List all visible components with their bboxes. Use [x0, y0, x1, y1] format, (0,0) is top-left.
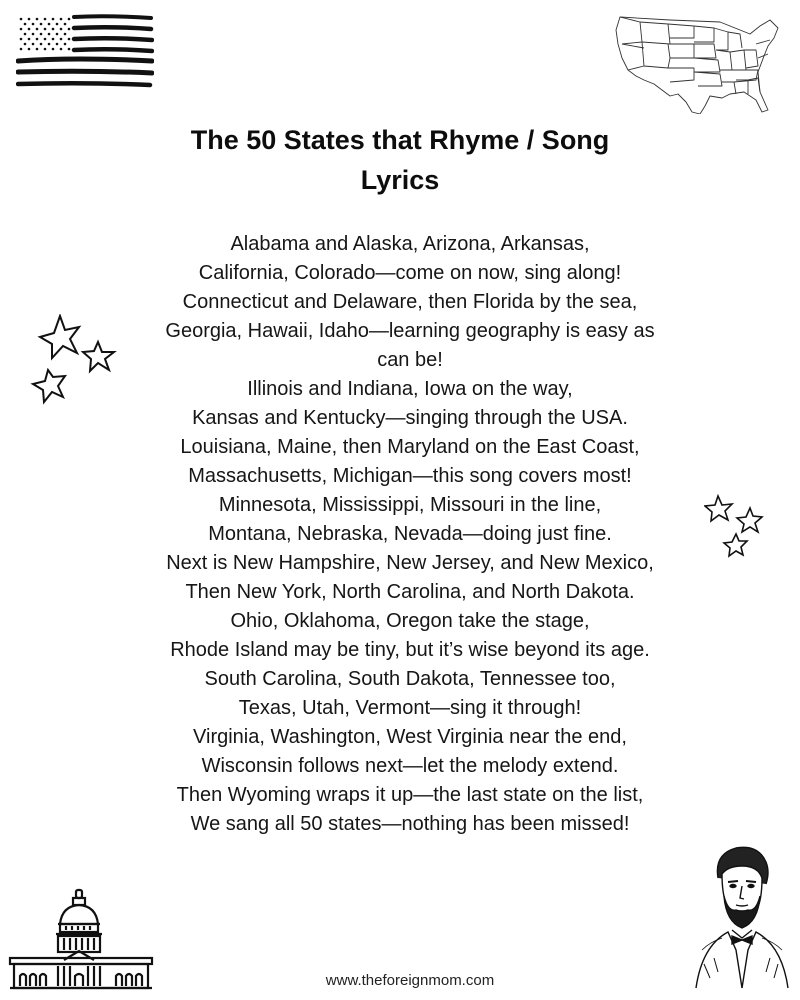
lyric-line: Virginia, Washington, West Virginia near the end, [193, 726, 627, 748]
lyric-line: South Carolina, South Dakota, Tennessee too, [204, 668, 616, 690]
lyric-line: Then New York, North Carolina, and North Dakota. [185, 581, 635, 603]
lyric-line: Connecticut and Delaware, then Florida by the sea, [182, 291, 638, 313]
lyric-line: Alabama and Alaska, Arizona, Arkansas, [230, 233, 590, 255]
lyric-line: Then Wyoming wraps it up—the last state on the list, [176, 784, 644, 806]
lyric-line: Minnesota, Mississippi, Missouri in the line, [218, 494, 602, 516]
lyric-line: Louisiana, Maine, then Maryland on the East Coast, [180, 436, 640, 458]
lyrics-body [160, 230, 660, 839]
lyric-line: Texas, Utah, Vermont—sing it through! [238, 697, 582, 719]
website-url: www.theforeignmom.com [325, 972, 495, 989]
lyric-line: Georgia, Hawaii, Idaho—learning geography is easy as can be! [165, 320, 655, 371]
stars-cluster-icon [704, 494, 776, 562]
capitol-building-icon [8, 888, 154, 992]
lyric-line: California, Colorado—come on now, sing along! [198, 262, 622, 284]
lyric-line: Massachusetts, Michigan—this song covers most! [188, 465, 632, 487]
lyric-line: Ohio, Oklahoma, Oregon take the stage, [230, 610, 590, 632]
page-title: The 50 States that Rhyme / Song Lyrics [190, 125, 610, 195]
american-flag-icon [16, 14, 154, 90]
stars-cluster-icon [30, 314, 125, 414]
lincoln-portrait-icon [692, 838, 792, 994]
lyric-line: We sang all 50 states—nothing has been missed! [190, 813, 630, 835]
lyric-line: Kansas and Kentucky—singing through the USA. [192, 407, 628, 429]
lyric-line: Rhode Island may be tiny, but it’s wise beyond its age. [170, 639, 650, 661]
lyric-line: Montana, Nebraska, Nevada—doing just fine. [208, 523, 612, 545]
us-map-icon [610, 14, 790, 114]
lyric-line: Wisconsin follows next—let the melody extend. [201, 755, 619, 777]
lyric-line: Next is New Hampshire, New Jersey, and New Mexico, [166, 552, 654, 574]
lyric-line: Illinois and Indiana, Iowa on the way, [247, 378, 573, 400]
